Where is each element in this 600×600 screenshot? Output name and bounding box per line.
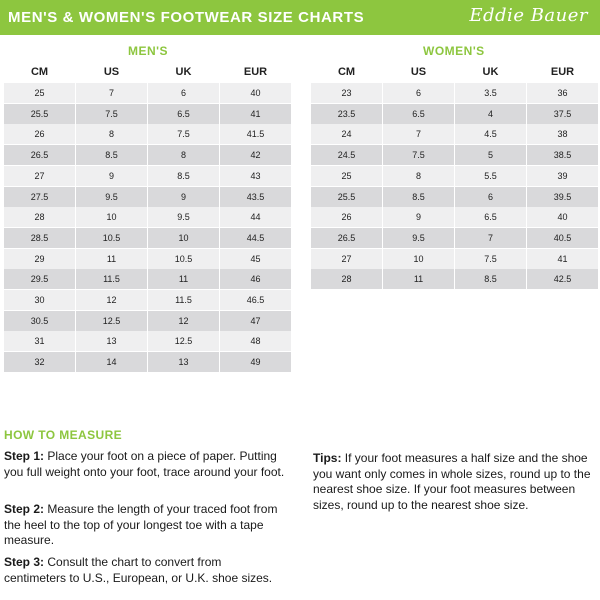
womens-cell-us: 11 [383,269,454,289]
mens-cell-cm: 28 [4,207,75,227]
mens-cell-us: 14 [76,352,147,372]
mens-cell-eur: 40 [220,83,291,103]
mens-cell-eur: 44 [220,207,291,227]
womens-cell-eur: 38.5 [527,145,598,165]
mens-cell-cm: 26.5 [4,145,75,165]
womens-cell-cm: 25 [311,166,382,186]
mens-cell-eur: 47 [220,311,291,331]
brand-logo: Eddie Bauer [469,5,588,26]
header-banner [0,0,600,35]
womens-cell-eur: 39 [527,166,598,186]
mens-cell-uk: 13 [148,352,219,372]
womens-cell-cm: 24.5 [311,145,382,165]
womens-cell-uk: 4 [455,104,526,124]
womens-cell-uk: 3.5 [455,83,526,103]
womens-cell-uk: 8.5 [455,269,526,289]
mens-cell-uk: 9 [148,187,219,207]
mens-cell-cm: 27.5 [4,187,75,207]
mens-cell-cm: 29 [4,249,75,269]
womens-cell-cm: 28 [311,269,382,289]
womens-cell-cm: 26.5 [311,228,382,248]
mens-cell-us: 11.5 [76,269,147,289]
tips-label: Tips: [313,451,342,465]
womens-cell-eur: 39.5 [527,187,598,207]
mens-cell-eur: 41.5 [220,124,291,144]
step-2 [4,502,286,549]
mens-cell-uk: 12 [148,311,219,331]
womens-cell-us: 6.5 [383,104,454,124]
womens-cell-uk: 6 [455,187,526,207]
mens-cell-cm: 31 [4,331,75,351]
mens-cell-us: 10 [76,207,147,227]
step-1-label: Step 1: [4,449,45,463]
mens-cell-cm: 30 [4,290,75,310]
womens-cell-uk: 6.5 [455,207,526,227]
womens-cell-us: 8 [383,166,454,186]
womens-chart-title: WOMEN'S [423,44,485,58]
mens-cell-eur: 49 [220,352,291,372]
mens-cell-cm: 25.5 [4,104,75,124]
mens-cell-us: 8 [76,124,147,144]
step-2-label: Step 2: [4,502,45,516]
mens-cell-eur: 44.5 [220,228,291,248]
womens-cell-eur: 37.5 [527,104,598,124]
womens-cell-uk: 7.5 [455,249,526,269]
mens-size-chart [4,62,292,372]
mens-cell-eur: 46 [220,269,291,289]
mens-cell-uk: 8 [148,145,219,165]
womens-cell-cm: 24 [311,124,382,144]
womens-cell-cm: 23 [311,83,382,103]
tips-text: If your foot measures a half size and the shoe you want only comes in whole sizes, round up to the nearest shoe size. If your foot measures between sizes, round up to the nearest shoe size. [313,451,591,512]
womens-cell-cm: 25.5 [311,187,382,207]
womens-cell-us: 7.5 [383,145,454,165]
mens-cell-us: 10.5 [76,228,147,248]
mens-cell-uk: 6 [148,83,219,103]
mens-cell-uk: 10.5 [148,249,219,269]
mens-cell-uk: 10 [148,228,219,248]
womens-cell-us: 9 [383,207,454,227]
mens-cell-cm: 26 [4,124,75,144]
mens-cell-cm: 25 [4,83,75,103]
mens-cell-uk: 9.5 [148,207,219,227]
womens-cell-eur: 41 [527,249,598,269]
mens-column-header-us: US [103,66,120,78]
step-1 [4,449,286,480]
mens-cell-eur: 48 [220,331,291,351]
mens-chart-title: MEN'S [128,44,169,58]
mens-column-header-eur: EUR [243,66,268,78]
womens-column-header-uk: UK [482,66,499,78]
step-3-label: Step 3: [4,555,45,569]
womens-column-header-us: US [410,66,427,78]
womens-cell-eur: 40 [527,207,598,227]
womens-cell-cm: 26 [311,207,382,227]
mens-cell-us: 12 [76,290,147,310]
womens-cell-cm: 27 [311,249,382,269]
step-1-text: Place your foot on a piece of paper. Putting you full weight onto your foot, trace around your foot. [4,449,285,479]
mens-cell-uk: 12.5 [148,331,219,351]
womens-cell-eur: 36 [527,83,598,103]
womens-cell-us: 9.5 [383,228,454,248]
page-title: MEN'S & WOMEN'S FOOTWEAR SIZE CHARTS [8,9,365,26]
mens-cell-uk: 6.5 [148,104,219,124]
mens-cell-us: 9 [76,166,147,186]
mens-cell-eur: 43.5 [220,187,291,207]
mens-cell-cm: 27 [4,166,75,186]
mens-cell-eur: 46.5 [220,290,291,310]
mens-cell-us: 7 [76,83,147,103]
womens-cell-us: 8.5 [383,187,454,207]
how-to-measure-heading: HOW TO MEASURE [4,428,123,442]
womens-cell-us: 7 [383,124,454,144]
mens-cell-us: 12.5 [76,311,147,331]
womens-cell-us: 6 [383,83,454,103]
mens-cell-eur: 42 [220,145,291,165]
womens-cell-cm: 23.5 [311,104,382,124]
mens-cell-uk: 8.5 [148,166,219,186]
tips [313,451,595,513]
step-3-text: Consult the chart to convert from centimeters to U.S., European, or U.K. shoe sizes. [4,555,273,585]
mens-column-header-cm: CM [30,66,49,78]
womens-cell-eur: 42.5 [527,269,598,289]
womens-cell-uk: 5.5 [455,166,526,186]
mens-cell-us: 13 [76,331,147,351]
womens-column-header-eur: EUR [550,66,575,78]
mens-cell-eur: 45 [220,249,291,269]
mens-cell-uk: 11 [148,269,219,289]
womens-cell-uk: 7 [455,228,526,248]
mens-cell-cm: 29.5 [4,269,75,289]
mens-cell-us: 9.5 [76,187,147,207]
mens-cell-uk: 7.5 [148,124,219,144]
womens-cell-uk: 5 [455,145,526,165]
womens-cell-eur: 40.5 [527,228,598,248]
womens-size-chart [311,62,599,292]
mens-cell-us: 8.5 [76,145,147,165]
step-3 [4,555,286,586]
mens-cell-us: 7.5 [76,104,147,124]
womens-cell-us: 10 [383,249,454,269]
mens-cell-cm: 30.5 [4,311,75,331]
womens-cell-uk: 4.5 [455,124,526,144]
mens-cell-eur: 41 [220,104,291,124]
womens-column-header-cm: CM [337,66,356,78]
mens-column-header-uk: UK [175,66,192,78]
womens-cell-eur: 38 [527,124,598,144]
mens-cell-cm: 28.5 [4,228,75,248]
mens-cell-uk: 11.5 [148,290,219,310]
mens-cell-eur: 43 [220,166,291,186]
mens-cell-cm: 32 [4,352,75,372]
step-2-text: Measure the length of your traced foot from the heel to the top of your longest toe with a tape measure. [4,502,278,547]
mens-cell-us: 11 [76,249,147,269]
